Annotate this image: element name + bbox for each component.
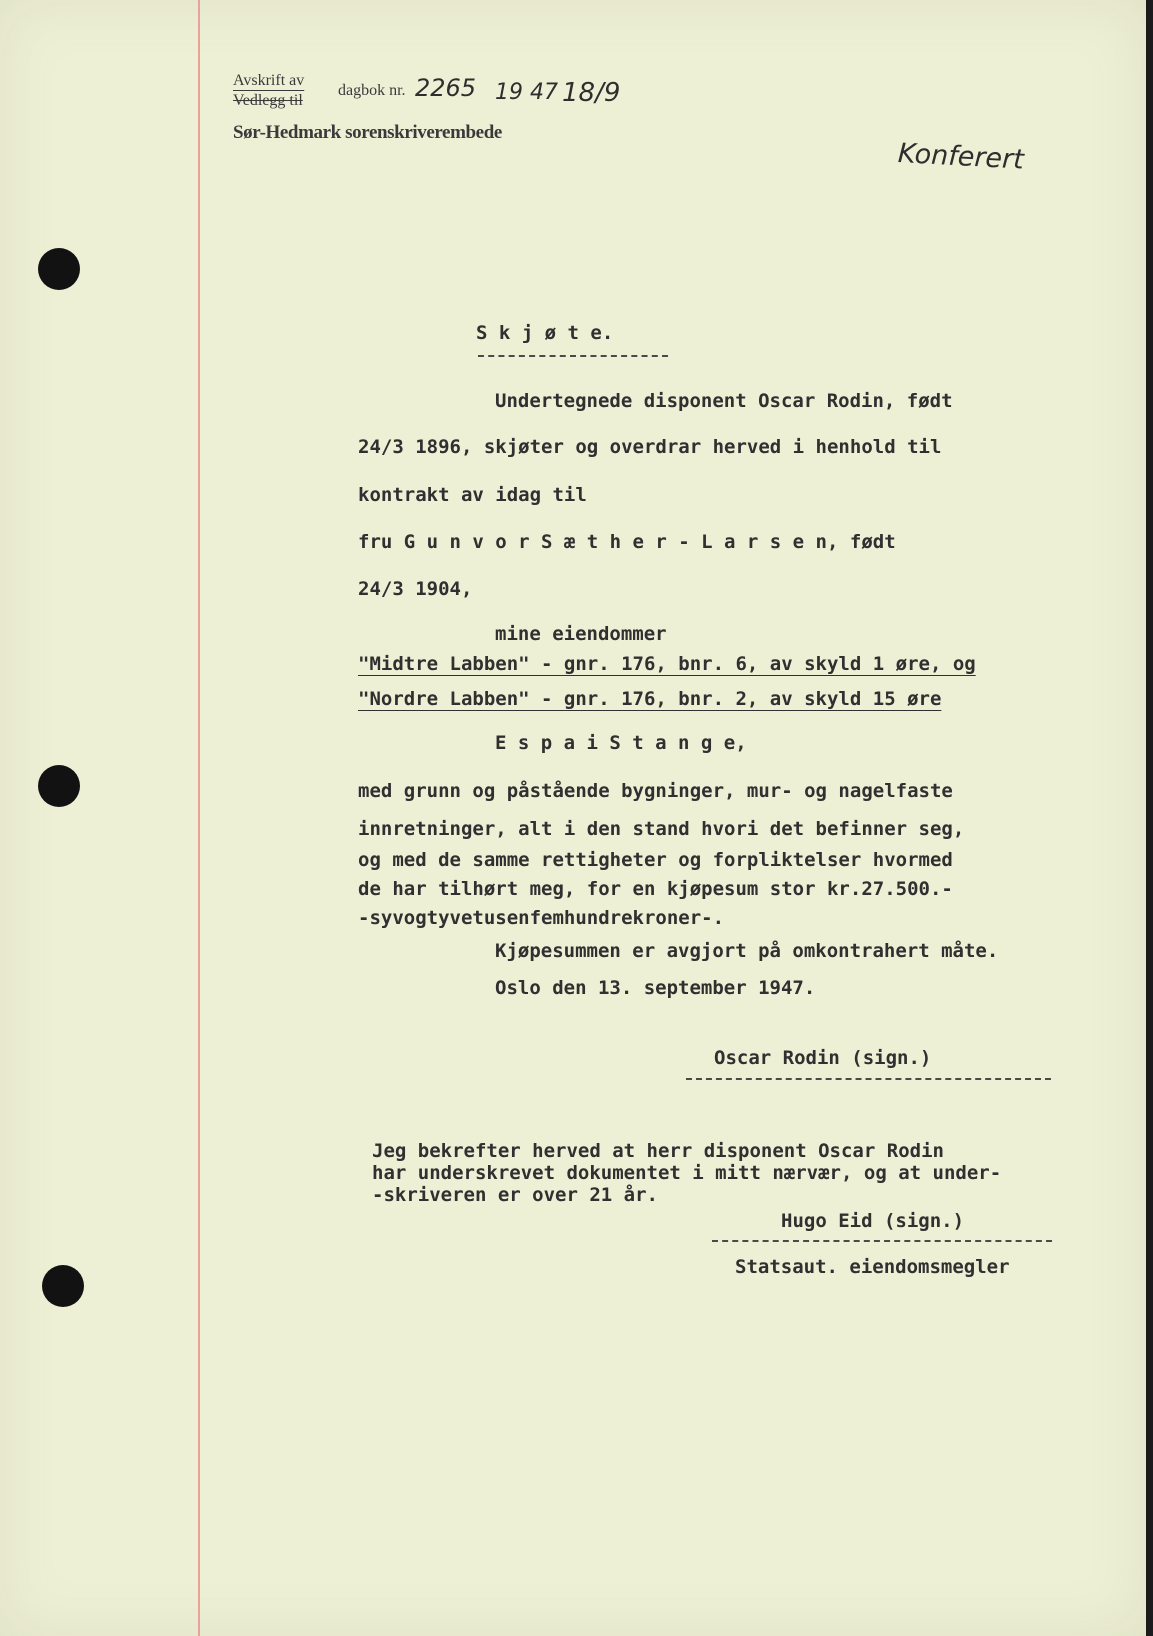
stamp-year: 19 47 <box>495 80 558 105</box>
witness-line-2: har underskrevet dokumentet i mitt nærvær, og at under- <box>372 1162 1002 1184</box>
stamp-date: 18/9 <box>562 78 621 108</box>
signature-1-line <box>686 1078 1051 1080</box>
body-line-2: 24/3 1896, skjøter og overdrar herved i henhold til <box>358 436 942 458</box>
body-line-10: med grunn og påstående bygninger, mur- og nagelfaste <box>358 780 953 802</box>
location-line: E s p a i S t a n g e, <box>495 732 747 754</box>
body-line-16: Oslo den 13. september 1947. <box>495 977 816 999</box>
signature-hugo-eid: Hugo Eid (sign.) <box>781 1210 965 1232</box>
annotation-konferert: Konferert <box>897 138 1025 176</box>
witness-line-3: -skriveren er over 21 år. <box>372 1184 658 1206</box>
body-line-3: kontrakt av idag til <box>358 484 587 506</box>
stamp-vedlegg-til: Vedlegg til <box>233 92 303 109</box>
body-line-13: de har tilhørt meg, for en kjøpesum stor kr.27.500.- <box>358 878 953 900</box>
stamp-avskrift-av: Avskrift av <box>233 72 305 89</box>
body-line-15: Kjøpesummen er avgjort på omkontrahert måte. <box>495 940 999 962</box>
property-line-2: "Nordre Labben" - gnr. 176, bnr. 2, av skyld 15 øre <box>358 688 942 710</box>
signature-oscar-rodin: Oscar Rodin (sign.) <box>714 1047 932 1069</box>
punch-hole-middle <box>38 765 80 807</box>
body-line-12: og med de samme rettigheter og forpliktelser hvormed <box>358 849 953 871</box>
witness-line-1: Jeg bekrefter herved at herr disponent Oscar Rodin <box>372 1140 944 1162</box>
stamp-office: Sør-Hedmark sorenskriverembede <box>233 122 502 143</box>
document-title: S k j ø t e. <box>476 322 614 344</box>
body-line-1: Undertegnede disponent Oscar Rodin, født <box>495 390 953 412</box>
signature-2-title: Statsaut. eiendomsmegler <box>735 1256 1010 1278</box>
body-line-4: fru G u n v o r S æ t h e r - L a r s e n, født <box>358 531 896 553</box>
punch-hole-top <box>38 248 80 290</box>
property-line-1: "Midtre Labben" - gnr. 176, bnr. 6, av skyld 1 øre, og <box>358 653 976 675</box>
margin-rule <box>198 0 200 1636</box>
title-underline <box>478 355 668 357</box>
body-line-14: -syvogtyvetusenfemhundrekroner-. <box>358 907 725 929</box>
body-line-11: innretninger, alt i den stand hvori det befinner seg, <box>358 818 965 840</box>
body-line-6: mine eiendommer <box>495 623 667 645</box>
stamp-dagbok-number: 2265 <box>415 74 477 102</box>
punch-hole-bottom <box>42 1265 84 1307</box>
body-line-5: 24/3 1904, <box>358 578 473 600</box>
stamp-dagbok-label: dagbok nr. <box>338 82 406 99</box>
signature-2-line <box>712 1240 1052 1242</box>
